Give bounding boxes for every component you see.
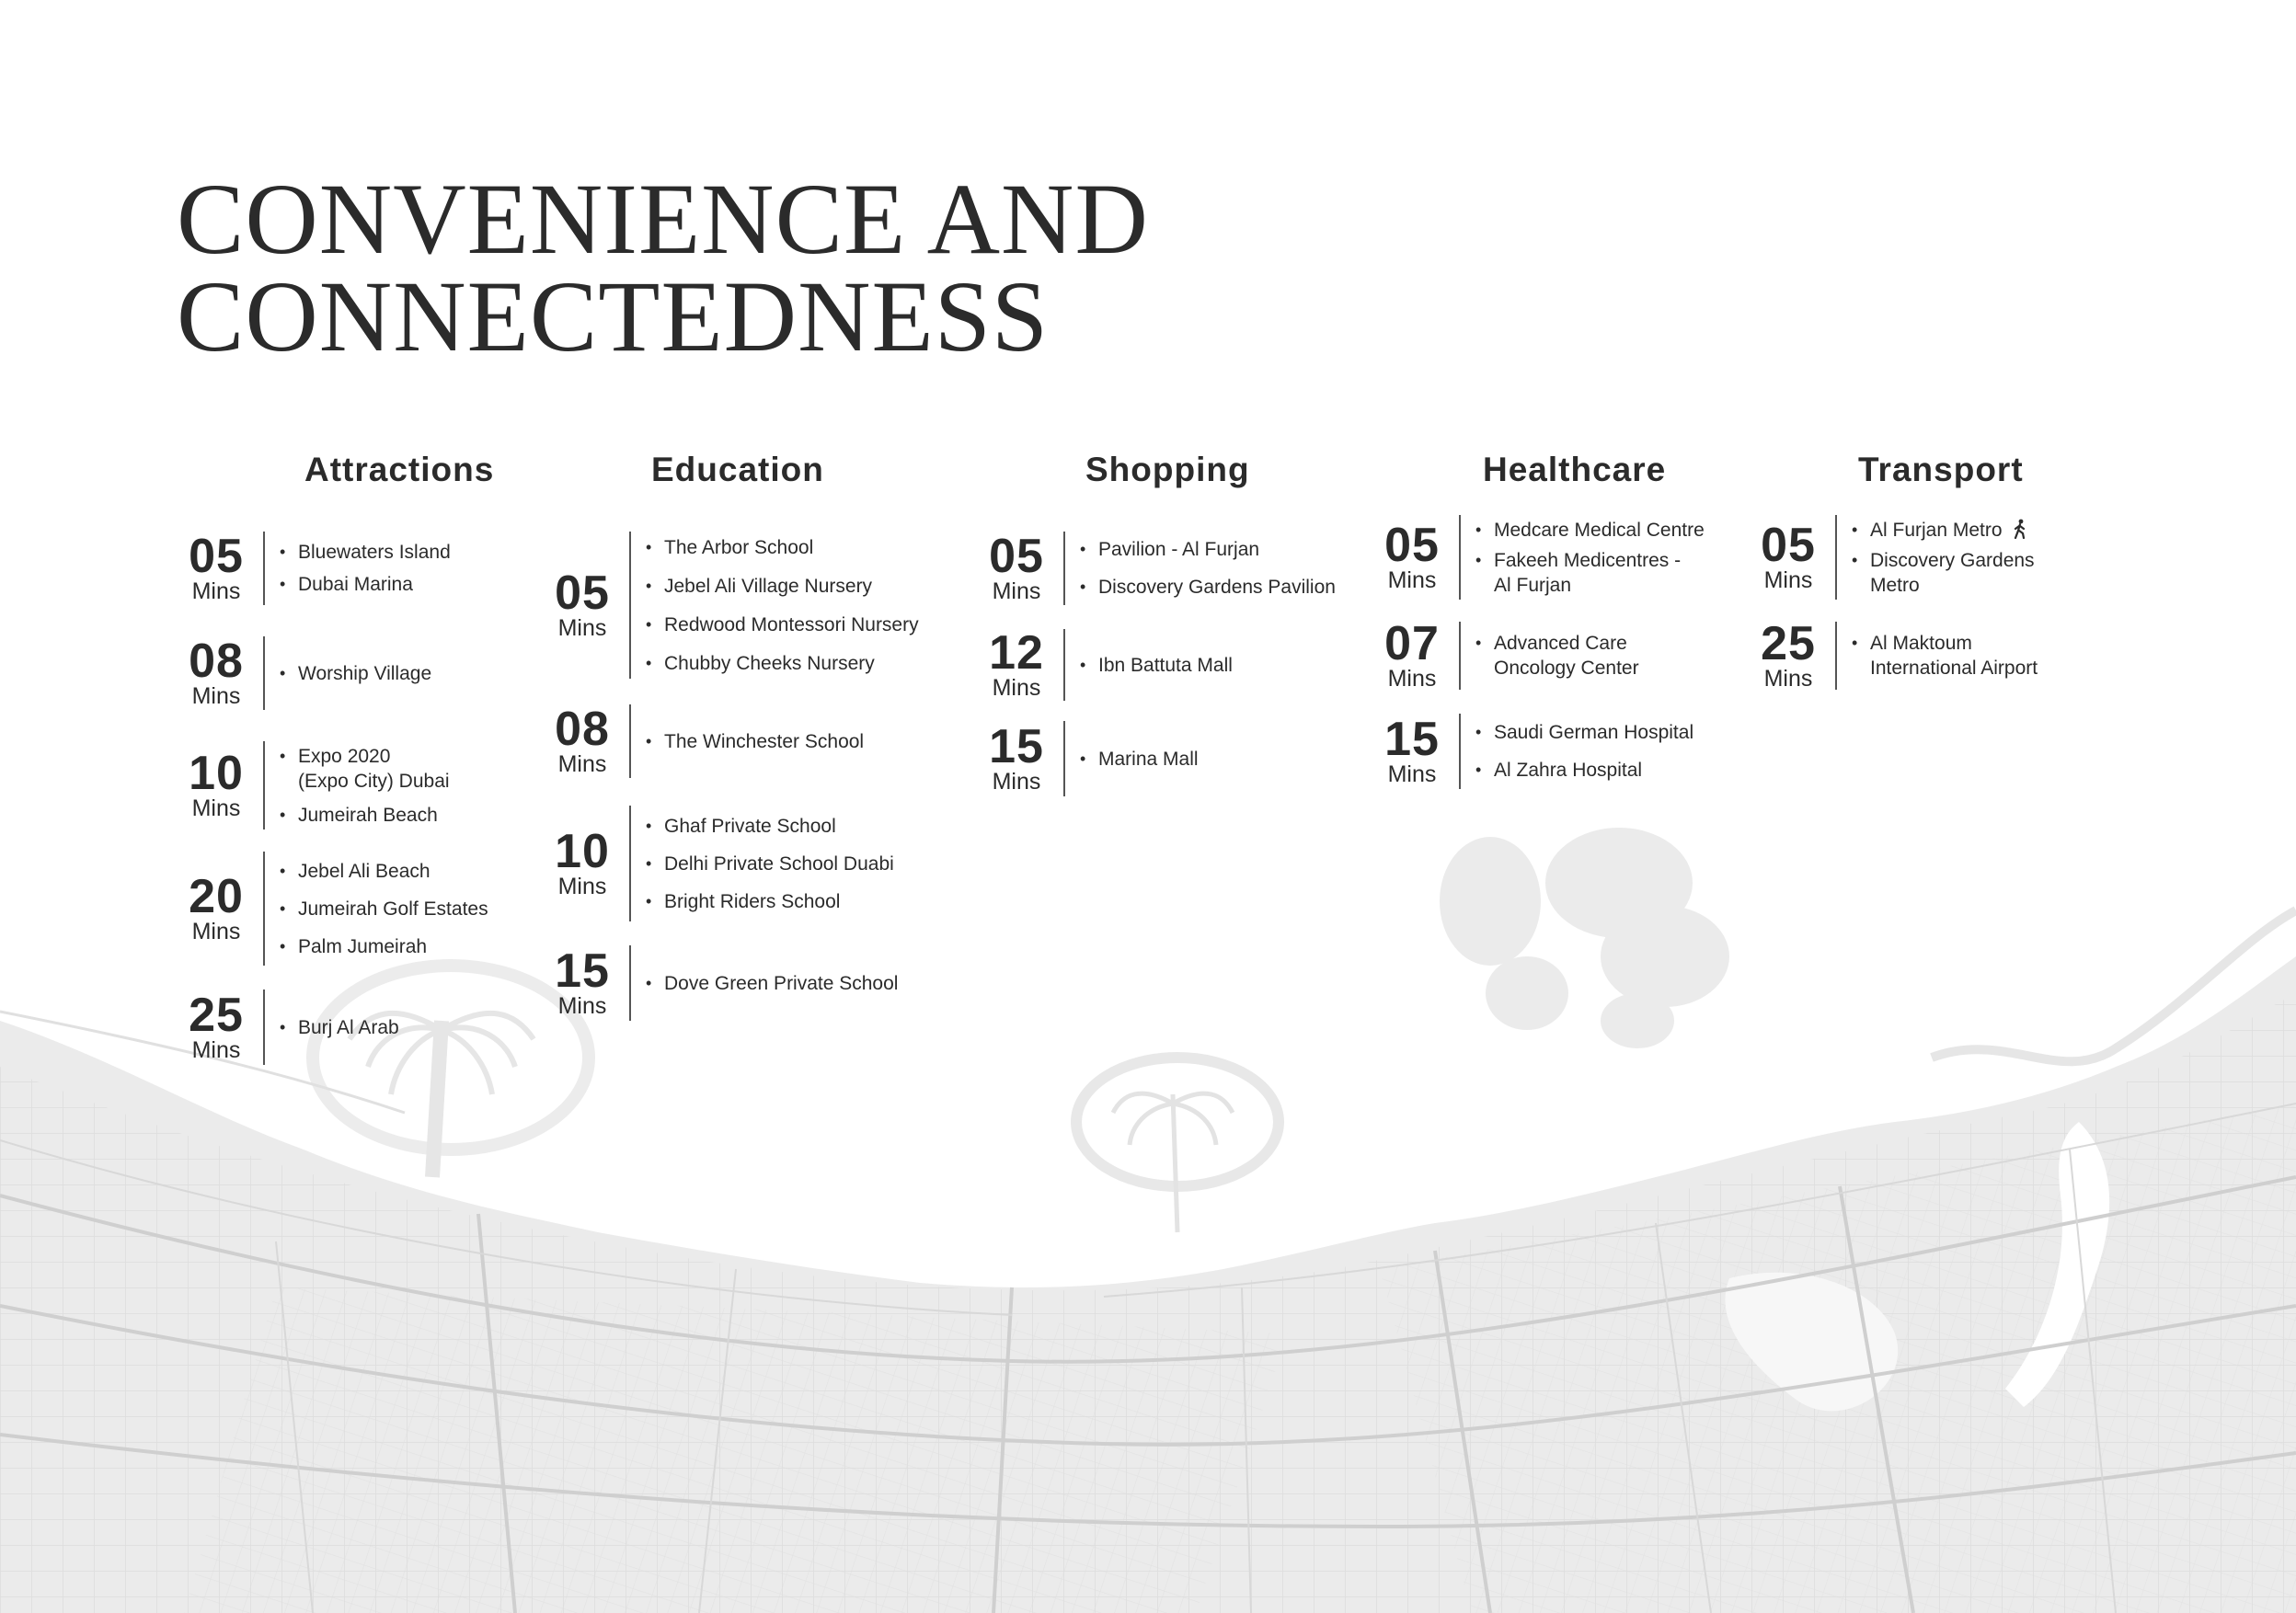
page-title bbox=[177, 163, 1149, 372]
list-item: • Bright Riders School bbox=[646, 889, 894, 914]
minutes-badge bbox=[537, 944, 627, 1019]
minutes-unit: Mins bbox=[191, 578, 241, 604]
list-item: • Redwood Montessori Nursery bbox=[646, 612, 919, 637]
divider bbox=[629, 532, 631, 679]
minutes-badge bbox=[971, 530, 1062, 604]
divider bbox=[1835, 622, 1837, 690]
minutes-value: 08 bbox=[555, 703, 610, 756]
heading-shopping: Shopping bbox=[1085, 451, 1250, 488]
minutes-value: 15 bbox=[555, 944, 610, 998]
minutes-value: 05 bbox=[555, 566, 610, 620]
minutes-badge bbox=[1743, 519, 1833, 593]
list-item: • Dove Green Private School bbox=[646, 971, 898, 996]
time-group bbox=[1743, 515, 2130, 600]
list-item: • Worship Village bbox=[280, 661, 431, 686]
list-item: • Palm Jumeirah bbox=[280, 934, 488, 959]
time-group bbox=[171, 990, 557, 1065]
time-group bbox=[537, 945, 924, 1021]
minutes-unit: Mins bbox=[992, 675, 1041, 701]
divider bbox=[629, 945, 631, 1021]
time-group bbox=[171, 636, 557, 710]
list-item: • Al Furjan Metro bbox=[1852, 518, 2035, 543]
minutes-unit: Mins bbox=[557, 993, 607, 1019]
time-group bbox=[1743, 617, 2130, 692]
time-group bbox=[171, 741, 557, 829]
minutes-value: 10 bbox=[189, 747, 244, 800]
minutes-unit: Mins bbox=[191, 1037, 241, 1063]
minutes-badge bbox=[1367, 713, 1457, 787]
minutes-badge bbox=[537, 703, 627, 777]
divider bbox=[263, 636, 265, 710]
minutes-badge bbox=[1743, 617, 1833, 692]
minutes-badge bbox=[171, 530, 261, 604]
minutes-badge bbox=[171, 635, 261, 709]
list-item: • Ghaf Private School bbox=[646, 814, 894, 839]
minutes-badge bbox=[971, 626, 1062, 701]
list-item: • Jebel Ali Beach bbox=[280, 859, 488, 884]
list-item: • Delhi Private School Duabi bbox=[646, 852, 894, 876]
minutes-value: 15 bbox=[1384, 713, 1440, 766]
divider bbox=[1835, 515, 1837, 600]
minutes-unit: Mins bbox=[992, 578, 1041, 604]
minutes-value: 12 bbox=[989, 626, 1044, 680]
time-group bbox=[537, 806, 924, 921]
minutes-badge bbox=[537, 566, 627, 641]
list-item: • Burj Al Arab bbox=[280, 1015, 399, 1040]
minutes-badge bbox=[537, 825, 627, 899]
list-item: • Ibn Battuta Mall bbox=[1080, 653, 1233, 678]
minutes-value: 08 bbox=[189, 635, 244, 688]
time-group bbox=[537, 532, 924, 679]
heading-attractions: Attractions bbox=[304, 451, 495, 488]
minutes-badge bbox=[1367, 617, 1457, 692]
minutes-unit: Mins bbox=[992, 769, 1041, 795]
time-group bbox=[171, 532, 557, 605]
minutes-unit: Mins bbox=[1387, 567, 1437, 593]
time-group bbox=[1367, 617, 1753, 692]
title-line-2: CONNECTEDNESS bbox=[177, 260, 1050, 372]
divider bbox=[263, 741, 265, 829]
heading-education: Education bbox=[651, 451, 824, 488]
minutes-value: 05 bbox=[1384, 519, 1440, 572]
list-item: • Fakeeh Medicentres - Al Furjan bbox=[1475, 548, 1705, 598]
list-item: • Bluewaters Island bbox=[280, 540, 451, 565]
divider bbox=[1063, 629, 1065, 701]
minutes-value: 07 bbox=[1384, 617, 1440, 670]
walking-person-icon bbox=[2012, 519, 2028, 539]
list-item: • The Arbor School bbox=[646, 535, 919, 560]
divider bbox=[629, 806, 631, 921]
list-item: • Discovery Gardens Metro bbox=[1852, 548, 2035, 598]
divider bbox=[1459, 515, 1461, 600]
list-item: • Expo 2020 (Expo City) Dubai bbox=[280, 744, 450, 794]
time-group bbox=[971, 721, 1358, 796]
minutes-badge bbox=[171, 747, 261, 821]
time-group bbox=[537, 704, 924, 778]
list-item: • Jumeirah Beach bbox=[280, 803, 450, 828]
heading-healthcare: Healthcare bbox=[1483, 451, 1667, 488]
list-item: • Marina Mall bbox=[1080, 747, 1199, 772]
minutes-badge bbox=[971, 720, 1062, 795]
divider bbox=[263, 990, 265, 1065]
minutes-unit: Mins bbox=[1387, 666, 1437, 692]
minutes-unit: Mins bbox=[1763, 666, 1813, 692]
minutes-unit: Mins bbox=[191, 795, 241, 821]
minutes-unit: Mins bbox=[1763, 567, 1813, 593]
minutes-unit: Mins bbox=[1387, 761, 1437, 787]
list-item: • Chubby Cheeks Nursery bbox=[646, 651, 919, 676]
list-item: • Jebel Ali Village Nursery bbox=[646, 574, 919, 599]
minutes-value: 15 bbox=[989, 720, 1044, 773]
minutes-value: 05 bbox=[189, 530, 244, 583]
divider bbox=[1459, 714, 1461, 789]
list-item: • The Winchester School bbox=[646, 729, 864, 754]
time-group bbox=[971, 532, 1358, 605]
minutes-badge bbox=[1367, 519, 1457, 593]
list-item: • Saudi German Hospital bbox=[1475, 720, 1693, 745]
minutes-value: 05 bbox=[1761, 519, 1816, 572]
minutes-unit: Mins bbox=[557, 874, 607, 899]
minutes-value: 10 bbox=[555, 825, 610, 878]
list-item: • Advanced Care Oncology Center bbox=[1475, 631, 1639, 681]
list-item: • Al Zahra Hospital bbox=[1475, 758, 1693, 783]
minutes-unit: Mins bbox=[557, 615, 607, 641]
divider bbox=[1459, 622, 1461, 690]
list-item: • Medcare Medical Centre bbox=[1475, 518, 1705, 543]
list-item: • Pavilion - Al Furjan bbox=[1080, 537, 1336, 562]
divider bbox=[1063, 532, 1065, 605]
divider bbox=[263, 532, 265, 605]
list-item: • Discovery Gardens Pavilion bbox=[1080, 575, 1336, 600]
heading-transport: Transport bbox=[1858, 451, 2024, 488]
minutes-badge bbox=[171, 989, 261, 1063]
list-item: • Jumeirah Golf Estates bbox=[280, 897, 488, 921]
divider bbox=[1063, 721, 1065, 796]
list-item: • Al Maktoum International Airport bbox=[1852, 631, 2038, 681]
time-group bbox=[971, 626, 1358, 701]
minutes-unit: Mins bbox=[557, 751, 607, 777]
list-item: • Dubai Marina bbox=[280, 572, 451, 597]
minutes-value: 05 bbox=[989, 530, 1044, 583]
minutes-value: 25 bbox=[1761, 617, 1816, 670]
minutes-value: 25 bbox=[189, 989, 244, 1042]
minutes-unit: Mins bbox=[191, 919, 241, 944]
title-line-1: CONVENIENCE AND bbox=[177, 163, 1149, 275]
time-group bbox=[1367, 714, 1753, 789]
minutes-badge bbox=[171, 870, 261, 944]
time-group bbox=[1367, 515, 1753, 600]
time-group bbox=[171, 852, 557, 966]
divider bbox=[263, 852, 265, 966]
minutes-value: 20 bbox=[189, 870, 244, 923]
minutes-unit: Mins bbox=[191, 683, 241, 709]
divider bbox=[629, 704, 631, 778]
